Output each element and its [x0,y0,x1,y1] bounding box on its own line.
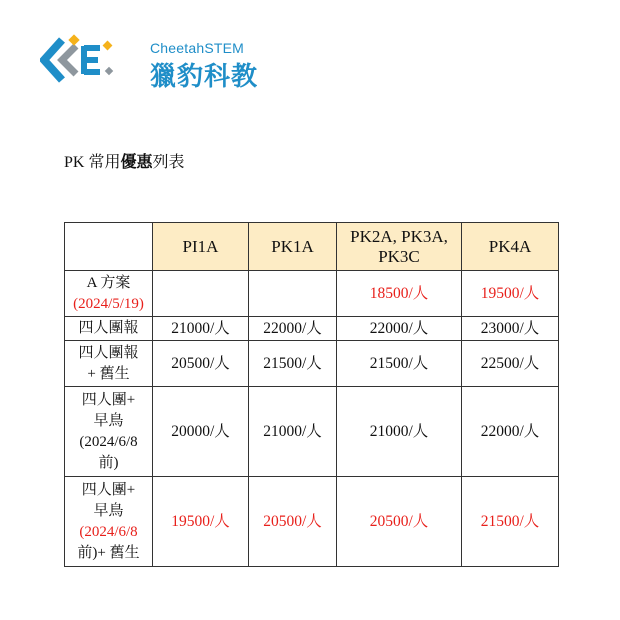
price-cell: 20500/人 [337,477,462,567]
pricing-table [64,222,559,567]
row-label [65,387,153,477]
price-cell: 18500/人 [337,271,462,317]
row-label-line: (2024/5/19) [73,295,144,312]
logo-english-name: CheetahSTEM [150,40,245,56]
row-label [65,317,153,341]
header-cell-text: PK2A, PK3A, PK3C [350,226,448,266]
row-label-line: (2024/6/8 [79,523,138,540]
row-label [65,341,153,387]
price-cell: 22000/人 [249,317,337,341]
table-row [65,387,559,477]
page-title [64,149,185,172]
price-cell: 19500/人 [462,271,559,317]
row-label-line: 四人團報 [78,320,139,336]
row-label-line: (2024/6/8 [79,433,138,450]
price-cell: 22500/人 [462,341,559,387]
row-label-line: 早鳥 [93,412,124,429]
row-label-line: A 方案 [86,274,131,291]
price-cell: 21500/人 [462,477,559,567]
title-suffix: 列表 [152,154,185,171]
table-row [65,317,559,341]
header-cell: PK1A [249,223,337,271]
row-label-line: 四人團+ [81,481,136,498]
row-label [65,477,153,567]
price-cell: 20500/人 [249,477,337,567]
table-row [65,271,559,317]
header-cell [337,223,462,271]
row-label-line: 早鳥 [93,502,124,519]
table-row [65,477,559,567]
header-cell: PI1A [153,223,249,271]
price-cell: 21000/人 [249,387,337,477]
price-cell: 20000/人 [153,387,249,477]
row-label [65,271,153,317]
price-cell: 21500/人 [249,341,337,387]
header-corner-cell [65,223,153,271]
table-header-row [65,223,559,271]
title-bold: 優惠 [120,154,153,171]
price-cell [249,271,337,317]
price-cell: 20500/人 [153,341,249,387]
price-cell: 21500/人 [337,341,462,387]
cheetahstem-logo [40,32,259,92]
price-cell: 21000/人 [337,387,462,477]
table-row [65,341,559,387]
row-label-line: 四人團+ [81,391,136,408]
row-label-line: 前)+ 舊生 [77,544,140,561]
header-cell: PK4A [462,223,559,271]
row-label-line: + 舊生 [87,365,130,382]
row-label-line: 前) [98,454,119,471]
logo-chinese-name: 獵豹科教 [150,62,259,92]
price-cell: 19500/人 [153,477,249,567]
title-prefix: PK 常用 [64,154,121,171]
price-cell [153,271,249,317]
price-cell: 22000/人 [337,317,462,341]
price-cell: 21000/人 [153,317,249,341]
row-label-line: 四人團報 [78,344,139,361]
price-cell: 23000/人 [462,317,559,341]
price-cell: 22000/人 [462,387,559,477]
cheetahstem-logo-mark-icon [40,32,118,88]
